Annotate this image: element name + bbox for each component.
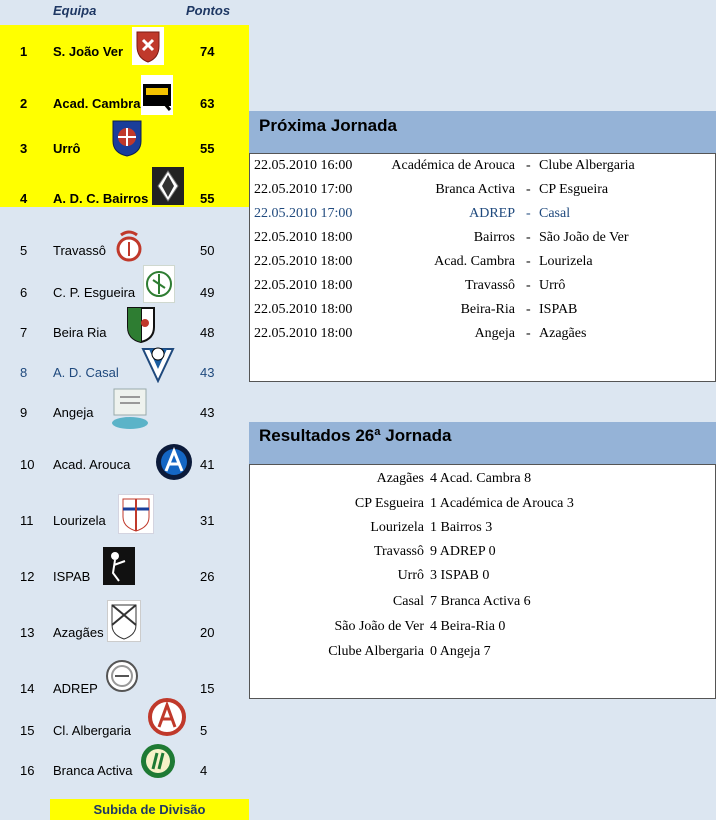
position: 16 <box>20 763 35 778</box>
fixture-home: Branca Activa <box>435 182 515 197</box>
team-name: Travassô <box>53 243 106 258</box>
fixture-away: Urrô <box>539 278 566 293</box>
albergaria-crest-icon <box>147 697 187 737</box>
team-name: C. P. Esgueira <box>53 285 136 300</box>
urro-crest-icon <box>111 119 143 157</box>
result-score: 4 Acad. Cambra 8 <box>430 471 532 486</box>
points: 48 <box>200 325 215 340</box>
fixture-date: 22.05.2010 18:00 <box>254 278 353 293</box>
azagaes-crest-icon <box>107 600 141 642</box>
adrep-crest-icon <box>105 655 139 697</box>
next-round-title: Próxima Jornada <box>249 111 716 153</box>
position: 7 <box>20 325 28 340</box>
fixture-date: 22.05.2010 18:00 <box>254 254 353 269</box>
fixture-separator: - <box>526 158 531 173</box>
result-home: Azagães <box>376 471 424 486</box>
fixture-separator: - <box>526 230 531 245</box>
points: 50 <box>200 243 215 258</box>
points: 74 <box>200 44 215 59</box>
position: 2 <box>20 96 28 111</box>
fixture-away: Azagães <box>539 326 587 341</box>
lourizela-crest-icon <box>118 494 154 534</box>
fixture-home: Angeja <box>474 326 515 341</box>
fixture-home: Académica de Arouca <box>391 158 515 173</box>
header-points: Pontos <box>186 3 231 18</box>
fixture-away: Casal <box>539 206 571 221</box>
standing-row <box>0 169 249 207</box>
fixture-home: ADREP <box>469 206 515 221</box>
result-score: 1 Académica de Arouca 3 <box>430 496 574 511</box>
standings-table <box>0 0 249 820</box>
esgueira-crest-icon <box>143 265 175 303</box>
fixture-away: ISPAB <box>539 302 578 317</box>
points: 43 <box>200 365 215 380</box>
result-home: Casal <box>392 594 424 609</box>
team-name: Lourizela <box>53 513 106 528</box>
fixture-home: Bairros <box>473 230 515 245</box>
points: 31 <box>200 513 215 528</box>
ispab-crest-icon <box>103 547 135 585</box>
fixture-home: Travassô <box>464 278 515 293</box>
next-round-fixtures <box>249 153 716 382</box>
fixture-separator: - <box>526 326 531 341</box>
result-score: 3 ISPAB 0 <box>430 568 490 583</box>
points: 41 <box>200 457 215 472</box>
points: 55 <box>200 191 215 206</box>
fixture-home: Acad. Cambra <box>434 254 515 269</box>
position: 4 <box>20 191 28 206</box>
team-name: ISPAB <box>53 569 91 584</box>
fixture-separator: - <box>526 206 531 221</box>
header-team: Equipa <box>53 3 97 18</box>
points: 55 <box>200 141 215 156</box>
results-title: Resultados 26ª Jornada <box>249 422 716 464</box>
position: 8 <box>20 365 28 380</box>
branca-activa-crest-icon <box>140 743 176 779</box>
promotion-legend: Subida de Divisão <box>50 799 249 820</box>
casal-crest-icon <box>141 345 175 383</box>
fixture-date: 22.05.2010 16:00 <box>254 158 353 173</box>
points: 15 <box>200 681 215 696</box>
position: 1 <box>20 44 28 59</box>
result-home: Travassô <box>373 544 424 559</box>
result-home: CP Esgueira <box>354 496 424 511</box>
sao-joao-ver-crest-icon <box>132 27 164 65</box>
position: 10 <box>20 457 35 472</box>
fixture-away: CP Esgueira <box>539 182 609 197</box>
result-home: Clube Albergaria <box>328 644 424 659</box>
fixture-separator: - <box>526 254 531 269</box>
points: 20 <box>200 625 215 640</box>
team-name: Urrô <box>53 141 81 156</box>
fixture-date: 22.05.2010 17:00 <box>254 206 353 221</box>
fixture-away: São João de Ver <box>539 230 629 245</box>
angeja-crest-icon <box>110 387 150 431</box>
position: 9 <box>20 405 28 420</box>
points: 43 <box>200 405 215 420</box>
result-home: Urrô <box>397 568 424 583</box>
points: 63 <box>200 96 215 111</box>
result-score: 4 Beira-Ria 0 <box>430 619 506 634</box>
team-name: A. D. C. Bairros <box>53 191 149 206</box>
position: 13 <box>20 625 35 640</box>
arouca-crest-icon <box>155 441 193 483</box>
travasso-crest-icon <box>113 227 145 265</box>
acad-cambra-crest-icon <box>141 75 173 115</box>
result-score: 9 ADREP 0 <box>430 544 496 559</box>
team-name: Azagães <box>53 625 104 640</box>
team-name: ADREP <box>53 681 98 696</box>
team-name: Acad. Cambra <box>53 96 141 111</box>
team-name: Branca Activa <box>53 763 133 778</box>
team-name: Acad. Arouca <box>53 457 131 472</box>
position: 15 <box>20 723 35 738</box>
beira-ria-crest-icon <box>125 305 157 343</box>
fixture-date: 22.05.2010 17:00 <box>254 182 353 197</box>
position: 3 <box>20 141 28 156</box>
position: 11 <box>20 513 34 528</box>
fixture-date: 22.05.2010 18:00 <box>254 302 353 317</box>
fixture-date: 22.05.2010 18:00 <box>254 230 353 245</box>
result-score: 0 Angeja 7 <box>430 644 491 659</box>
team-name: Beira Ria <box>53 325 107 340</box>
fixture-separator: - <box>526 302 531 317</box>
position: 6 <box>20 285 28 300</box>
team-name: A. D. Casal <box>53 365 119 380</box>
points: 49 <box>200 285 215 300</box>
bairros-crest-icon <box>152 167 184 205</box>
result-score: 7 Branca Activa 6 <box>430 594 531 609</box>
results-list <box>249 464 716 699</box>
position: 12 <box>20 569 35 584</box>
team-name: S. João Ver <box>53 44 124 59</box>
team-name: Angeja <box>53 405 94 420</box>
fixture-away: Lourizela <box>539 254 593 269</box>
standing-row <box>0 25 249 77</box>
points: 5 <box>200 723 208 738</box>
result-home: Lourizela <box>370 520 424 535</box>
fixture-date: 22.05.2010 18:00 <box>254 326 353 341</box>
points: 26 <box>200 569 215 584</box>
fixture-away: Clube Albergaria <box>539 158 635 173</box>
result-score: 1 Bairros 3 <box>430 520 493 535</box>
points: 4 <box>200 763 208 778</box>
position: 14 <box>20 681 35 696</box>
fixture-home: Beira-Ria <box>460 302 515 317</box>
team-name: Cl. Albergaria <box>53 723 132 738</box>
result-home: São João de Ver <box>334 619 424 634</box>
fixture-separator: - <box>526 182 531 197</box>
fixture-separator: - <box>526 278 531 293</box>
position: 5 <box>20 243 28 258</box>
